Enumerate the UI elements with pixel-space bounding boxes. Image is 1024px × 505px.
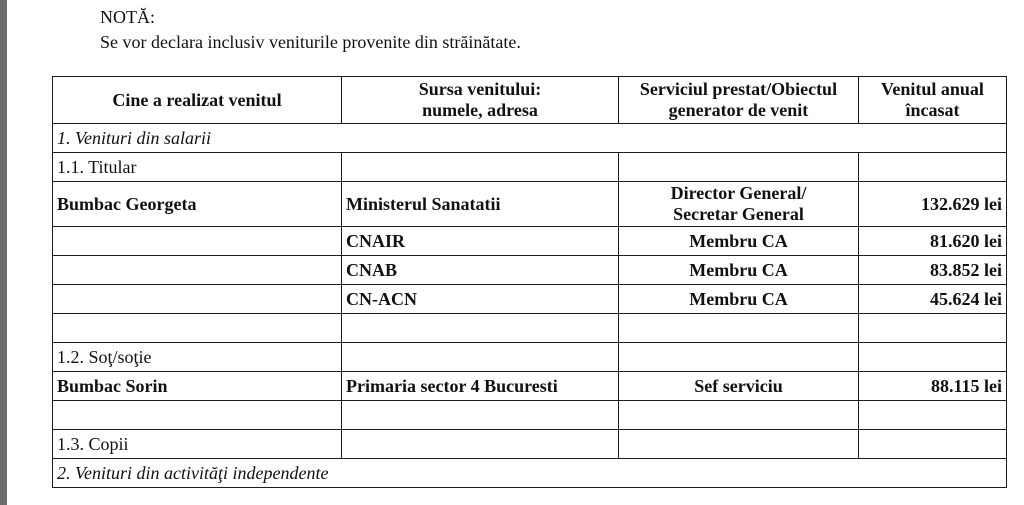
- header-source-line1: Sursa venitului:: [418, 79, 542, 99]
- annual-income: 81.620 lei: [859, 227, 1007, 256]
- table-cell: [859, 401, 1007, 430]
- annual-income: 45.624 lei: [859, 285, 1007, 314]
- page-edge-shadow: [0, 0, 7, 505]
- table-cell: [859, 314, 1007, 343]
- table-row: [53, 256, 1007, 285]
- income-source: CNAB: [342, 256, 619, 285]
- subsection-row: [53, 430, 1007, 459]
- subsection-titular-label: 1.1. Titular: [53, 153, 342, 182]
- section-2-label: 2. Venituri din activităţi independente: [53, 459, 1007, 488]
- header-service-line2: generator de venit: [668, 100, 809, 120]
- header-income: [859, 77, 1007, 124]
- table-cell: [619, 430, 859, 459]
- section-1-label: 1. Venituri din salarii: [53, 124, 1007, 153]
- table-cell: [53, 401, 342, 430]
- header-income-line1: Venitul anual: [881, 79, 984, 99]
- income-source: CNAIR: [342, 227, 619, 256]
- service-provided: Sef serviciu: [619, 372, 859, 401]
- table-cell: [342, 401, 619, 430]
- table-cell: [342, 314, 619, 343]
- table-header-row: [53, 77, 1007, 124]
- header-service: [619, 77, 859, 124]
- income-earner: [53, 256, 342, 285]
- header-income-line2: încasat: [905, 100, 960, 120]
- header-who: Cine a realizat venitul: [53, 77, 342, 124]
- service-provided: Membru CA: [619, 256, 859, 285]
- section-row: [53, 459, 1007, 488]
- service-line2: Secretar General: [673, 204, 804, 224]
- service-provided: Membru CA: [619, 285, 859, 314]
- table-cell: [619, 401, 859, 430]
- income-source: CN-ACN: [342, 285, 619, 314]
- nota-text: Se vor declara inclusiv veniturile provenite din străinătate.: [100, 32, 521, 52]
- empty-row: [53, 401, 1007, 430]
- income-earner: Bumbac Sorin: [53, 372, 342, 401]
- income-earner: [53, 227, 342, 256]
- table-cell: [859, 430, 1007, 459]
- table-row: [53, 182, 1007, 227]
- table-row: [53, 285, 1007, 314]
- subsection-spouse-label: 1.2. Soţ/soţie: [53, 343, 342, 372]
- table-cell: [342, 343, 619, 372]
- table-cell: [342, 430, 619, 459]
- table-cell: [53, 314, 342, 343]
- section-row: [53, 124, 1007, 153]
- table-cell: [619, 314, 859, 343]
- header-service-line1: Serviciul prestat/Obiectul: [639, 79, 838, 99]
- header-source-line2: numele, adresa: [422, 100, 538, 120]
- header-source: [342, 77, 619, 124]
- table-cell: [619, 343, 859, 372]
- annual-income: 132.629 lei: [859, 182, 1007, 227]
- table-cell: [342, 153, 619, 182]
- subsection-children-label: 1.3. Copii: [53, 430, 342, 459]
- table-cell: [859, 343, 1007, 372]
- subsection-row: [53, 343, 1007, 372]
- income-earner: [53, 285, 342, 314]
- table-cell: [619, 153, 859, 182]
- nota-title: NOTĂ:: [100, 7, 155, 27]
- service-provided: [619, 182, 859, 227]
- annual-income: 83.852 lei: [859, 256, 1007, 285]
- table-cell: [859, 153, 1007, 182]
- empty-row: [53, 314, 1007, 343]
- table-row: [53, 372, 1007, 401]
- subsection-row: [53, 153, 1007, 182]
- service-provided: Membru CA: [619, 227, 859, 256]
- income-table: [52, 76, 1007, 488]
- income-earner: Bumbac Georgeta: [53, 182, 342, 227]
- annual-income: 88.115 lei: [859, 372, 1007, 401]
- income-source: Primaria sector 4 Bucuresti: [342, 372, 619, 401]
- table-row: [53, 227, 1007, 256]
- income-source: Ministerul Sanatatii: [342, 182, 619, 227]
- service-line1: Director General/: [670, 183, 807, 203]
